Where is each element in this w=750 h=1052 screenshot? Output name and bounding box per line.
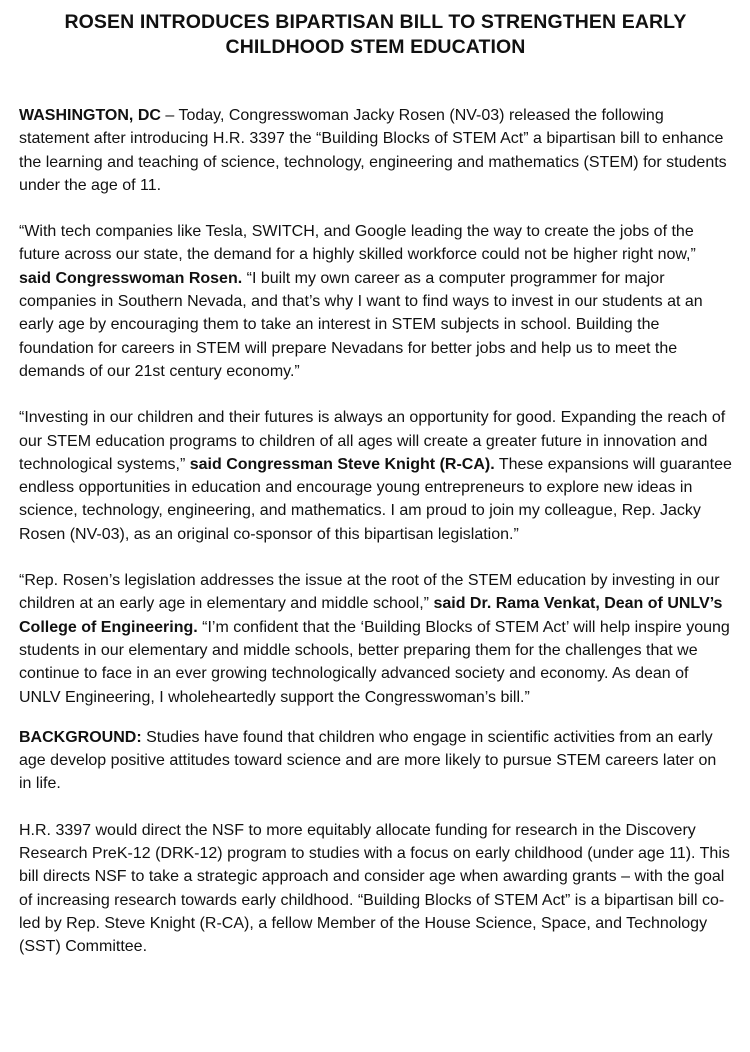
paragraph-rosen-quote: [19, 220, 732, 383]
background-text: Studies have found that children who engage in scientific activities from an early age develop positive attitudes toward science and are more likely to pursue STEM careers later on in life.: [19, 728, 717, 793]
paragraph-intro: [19, 104, 732, 197]
intro-text: – Today, Congresswoman Jacky Rosen (NV-03) released the following statement after introducing H.R. 3397 the “Building Blocks of STEM Act” a bipartisan bill to enhance the learning and teaching of science, technology, engineering and mathematics (STEM) for students under the age of 11.: [19, 107, 727, 194]
headline: ROSEN INTRODUCES BIPARTISAN BILL TO STRENGTHEN EARLY CHILDHOOD STEM EDUCATION: [64, 11, 687, 58]
knight-quote-part-1: “Investing in our children and their futures is always an opportunity for good. Expanding the reach of our STEM education programs to children of all ages will create a greater future in innovation and technological systems,”: [19, 409, 726, 473]
venkat-quote-part-2: “I’m confident that the ‘Building Blocks of STEM Act’ will help inspire young students in our elementary and middle schools, better preparing them for the challenges that we continue to face in an ever growing technologically advanced society and economy. As dean of UNLV Engineering, I wholeheartedly support the Congresswoman’s bill.”: [19, 618, 730, 706]
rosen-quote-part-1: “With tech companies like Tesla, SWITCH, and Google leading the way to create the jobs of the future across our state, the demand for a highly skilled workforce could not be higher right now,”: [19, 223, 696, 264]
background-label: BACKGROUND:: [19, 728, 142, 746]
paragraph-bill-details: [19, 819, 732, 959]
knight-attribution: said Congressman Steve Knight (R-CA).: [189, 455, 495, 473]
rosen-attribution: said Congresswoman Rosen.: [19, 269, 243, 287]
paragraph-venkat-quote: [19, 569, 732, 709]
paragraph-background: [19, 726, 732, 796]
venkat-attribution: said Dr. Rama Venkat, Dean of UNLV’s College of Engineering.: [19, 595, 723, 636]
press-release-body: [19, 104, 732, 959]
knight-quote-part-2: These expansions will guarantee endless opportunities in education and encourage young entrepreneurs to explore new ideas in science, technology, engineering, and mathematics. I am proud to join my colleague, Rep. Jacky Rosen (NV-03), as an original co-sponsor of this bipartisan legislation.”: [19, 455, 732, 543]
venkat-quote-part-1: “Rep. Rosen’s legislation addresses the issue at the root of the STEM education by investing in our children at an early age in elementary and middle school,”: [19, 572, 720, 613]
paragraph-knight-quote: [19, 406, 732, 546]
dateline: WASHINGTON, DC: [19, 107, 161, 124]
bill-details-text: H.R. 3397 would direct the NSF to more equitably allocate funding for research in the Discovery Research PreK-12 (DRK-12) program to studies with a focus on early childhood (under age 11). This bill directs NSF to take a strategic approach and consider age when awarding grants – with the goal of increasing research towards early childhood. “Building Blocks of STEM Act” is a bipartisan bill co-led by Rep. Steve Knight (R-CA), a fellow Member of the House Science, Space, and Technology (SST) Committee.: [19, 821, 730, 956]
rosen-quote-part-2: “I built my own career as a computer programmer for major companies in Southern Nevada, and that’s why I want to find ways to invest in our students at an early age by encouraging them to take an interest in STEM subjects in school. Building the foundation for careers in STEM will prepare Nevadans for better jobs and help us to meet the demands of our 21st century economy.”: [19, 269, 703, 380]
